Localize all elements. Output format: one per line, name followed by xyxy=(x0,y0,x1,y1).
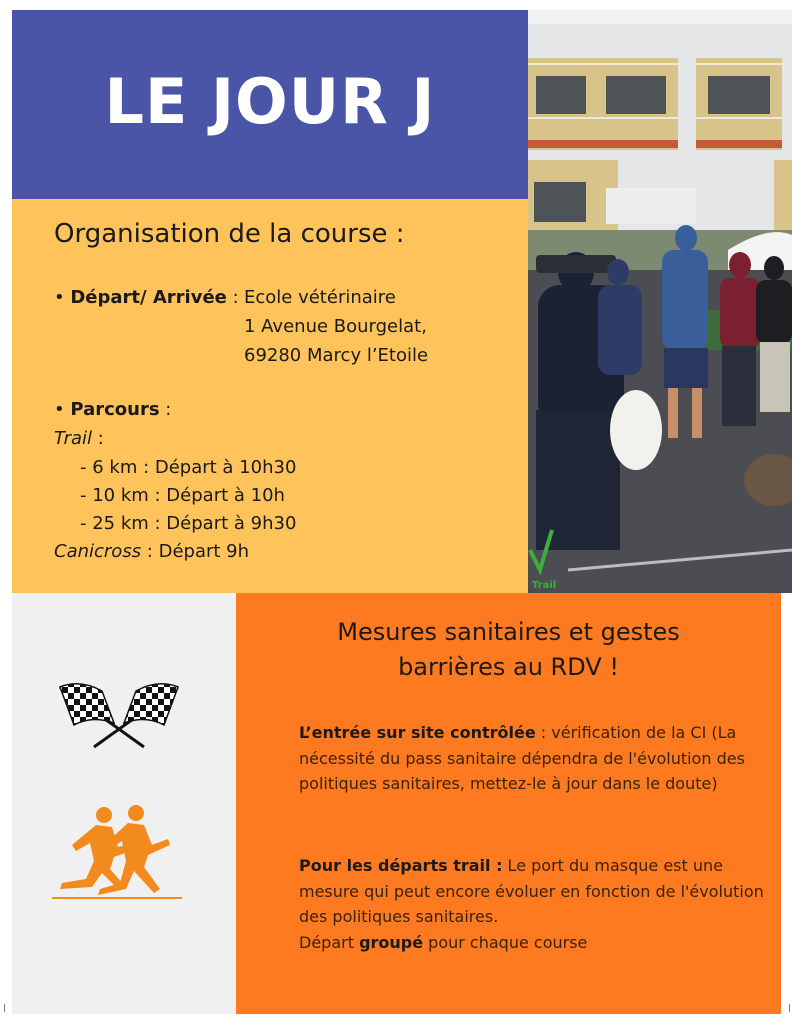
mesures-title-line-2: barrières au RDV ! xyxy=(398,652,619,681)
icons-column xyxy=(12,593,236,1014)
mesures-title-line-1: Mesures sanitaires et gestes xyxy=(337,618,680,646)
mesures-paragraph-1 xyxy=(299,720,769,797)
depart-separator: : xyxy=(226,287,239,308)
trail-separator: : xyxy=(92,428,104,449)
address-line-1: Ecole vétérinaire xyxy=(244,287,396,308)
p2-text: Le port du masque est une mesure qui peut encore évoluer en fonction de l'évolution des politiques sanitaires. xyxy=(299,856,764,927)
organisation-heading: Organisation de la course : xyxy=(54,219,405,249)
crop-mark xyxy=(789,1004,790,1012)
race-photo xyxy=(528,10,792,593)
address-line-2: 1 Avenue Bourgelat, xyxy=(244,316,427,337)
photo-logo-text: Trail xyxy=(532,580,557,591)
title-banner xyxy=(12,10,528,199)
p1-text: : vérification de la CI (La nécessité du pass sanitaire dépendra de l'évolution des politiques sanitaires, mettez-le à jour dans le doute) xyxy=(299,723,745,794)
canicross-value: : Départ 9h xyxy=(141,541,250,562)
trail-label: Trail xyxy=(54,428,93,449)
canicross-line xyxy=(54,541,249,563)
depart-line xyxy=(54,287,239,309)
mesures-section xyxy=(236,593,781,1014)
trail-item: - 25 km : Départ à 9h30 xyxy=(80,513,297,534)
depart-label: Départ/ Arrivée xyxy=(70,287,227,308)
runners-icon xyxy=(52,803,182,903)
checkered-flags-icon xyxy=(44,681,194,751)
parcours-line xyxy=(54,399,171,421)
trail-item: - 10 km : Départ à 10h xyxy=(80,485,285,506)
p2-bold: Pour les départs trail : xyxy=(299,856,503,875)
trail-line xyxy=(54,428,104,450)
p3-end: pour chaque course xyxy=(423,932,588,952)
p3-start: Départ xyxy=(299,932,360,952)
parcours-label: Parcours xyxy=(70,399,160,420)
page-title: LE JOUR J xyxy=(104,65,436,138)
p1-bold: L’entrée sur site contrôlée xyxy=(299,723,536,742)
parcours-separator: : xyxy=(159,399,172,420)
mesures-title xyxy=(236,615,781,685)
bullet: • xyxy=(54,399,65,420)
race-photo-illustration xyxy=(528,10,792,593)
trail-item: - 6 km : Départ à 10h30 xyxy=(80,457,297,478)
crop-mark xyxy=(4,1004,5,1012)
organisation-section xyxy=(12,199,528,593)
bullet: • xyxy=(54,287,65,308)
p3-bold: groupé xyxy=(359,932,424,952)
canicross-label: Canicross xyxy=(54,541,142,562)
mesures-paragraph-2 xyxy=(299,853,769,955)
address-line-3: 69280 Marcy l’Etoile xyxy=(244,345,429,366)
